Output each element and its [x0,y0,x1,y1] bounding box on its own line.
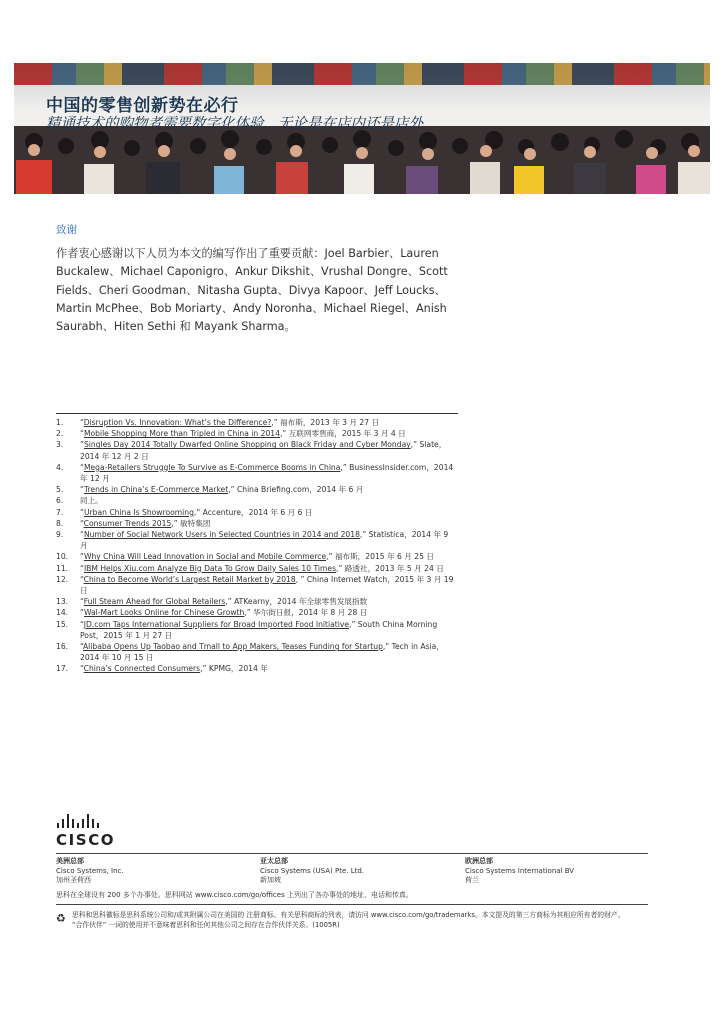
office-city: 加州圣荷西 [56,876,91,885]
reference-quote: “ [80,518,84,528]
reference-item [56,529,456,551]
reference-quote: “ [80,530,84,540]
reference-number: 5. [56,485,64,495]
reference-link[interactable]: Trends in China’s E-Commerce Market [83,485,229,495]
reference-link[interactable]: Number of Social Network Users in Selected Countries in 2014 and 2018 [83,530,360,540]
crowd-illustration [14,126,710,194]
office-company: Cisco Systems International BV [465,866,575,875]
page-title: 中国的零售创新势在必行 [46,96,239,116]
reference-source: ,” 福布斯，2013 年 3 月 27 日 [271,418,380,427]
reference-item [56,428,456,439]
reference-quote: “ [80,597,84,607]
footer-divider-bottom [56,904,648,905]
office-company: Cisco Systems (USA) Pte. Ltd. [260,866,365,875]
reference-source: ,” 华尔街日报，2014 年 8 月 28 日 [244,608,368,618]
reference-item [56,518,456,529]
reference-source: ,” BusinessInsider.com，2014 年 12 月 [80,462,454,484]
office-city: 荷兰 [465,876,479,885]
reference-source: ,” ATKearny，2014 年全球零售发展指数 [225,597,368,607]
office-asia-pacific [260,857,440,886]
references-divider [56,413,458,414]
reference-quote: “ [80,619,84,629]
partner-notice: “合作伙伴” 一词的使用并不意味着思科和任何其他公司之间存在合作伙伴关系。(1005R) [72,920,340,929]
reference-link[interactable]: China to Become World’s Largest Retail Market by 2018 [83,574,296,584]
reference-link[interactable]: Alibaba Opens Up Taobao and Tmall to App Makers, Teases Funding for Startup [82,642,383,652]
reference-source: ,” South China Morning Post，2015 年 1 月 27 日 [80,619,438,640]
reference-item [56,574,456,596]
reference-number: 7. [56,507,64,517]
reference-number: 12. [56,574,69,584]
reference-quote: “ [80,574,84,584]
reference-link[interactable]: Singles Day 2014 Totally Dwarfed Online Shopping on Black Friday and Cyber Monday [83,440,411,450]
reference-quote: “ [80,485,84,495]
reference-item [56,462,456,484]
reference-quote: “ [80,664,84,674]
reference-item [56,551,456,562]
reference-item [56,619,456,641]
cisco-bars-icon [56,814,116,828]
acknowledgements-heading: 致谢 [56,224,77,236]
page-subtitle: 精通技术的购物者需要数字化体验，无论是在店内还是店外 [46,116,423,132]
header-banner-photo [14,63,710,194]
office-heading: 亚太总部 [260,857,288,865]
reference-number: 2. [56,429,64,439]
reference-link[interactable]: IBM Helps Xiu.com Analyze Big Data To Grow Daily Sales 10 Times [83,563,337,573]
reference-number: 1. [56,418,64,427]
reference-number: 14. [56,608,69,618]
storefront-backdrop [14,63,710,85]
reference-source: , ” China Internet Watch，2015 年 3 月 19 日 [80,574,454,596]
reference-link[interactable]: Urban China Is Showrooming [83,507,194,517]
references-list [56,417,456,675]
reference-link[interactable]: Wal-Mart Looks Online for Chinese Growth [83,608,245,618]
reference-source: ,” Statistica，2014 年 9 月 [80,530,449,551]
reference-item [56,663,456,674]
reference-number: 13. [56,597,69,607]
cisco-wordmark: CISCO [56,831,116,849]
office-europe [465,857,645,886]
reference-number: 11. [56,563,69,573]
reference-item [56,641,456,663]
office-company: Cisco Systems, Inc. [56,866,124,875]
reference-source: 同上。 [80,496,103,506]
reference-quote: “ [80,563,84,573]
reference-source: ,” 互联网零售商，2015 年 3 月 4 日 [279,429,406,439]
reference-item [56,507,456,518]
reference-source: ,” KPMG，2014 年 [200,664,268,674]
reference-source: ,” Accenture，2014 年 6 月 6 日 [193,507,313,517]
reference-item [56,596,456,607]
office-city: 新加坡 [260,876,281,885]
reference-link[interactable]: JD.com Taps International Suppliers for Broad Imported Food Initiative [83,619,350,629]
reference-item [56,439,456,461]
office-heading: 美洲总部 [56,857,84,865]
reference-number: 8. [56,518,64,528]
reference-number: 9. [56,530,64,540]
reference-link[interactable]: Consumer Trends 2015 [83,518,172,528]
reference-link[interactable]: Mega-Retailers Struggle To Survive as E-Commerce Booms in China [83,462,341,472]
reference-item [56,484,456,495]
reference-source: ,” 敏特集团 [171,518,211,528]
legal-notice [72,911,662,930]
reference-number: 16. [56,642,69,652]
footer-divider-top [56,853,648,854]
reference-item [56,417,456,428]
reference-item [56,495,456,506]
reference-link[interactable]: Why China Will Lead Innovation in Social and Mobile Commerce [83,552,327,562]
reference-number: 17. [56,664,69,674]
recycle-icon: ♻ [56,912,66,925]
trademark-notice: 思科和思科徽标是思科系统公司和/或其附属公司在美国的 注册商标。有关思科商标的列表，请访问 www.cisco.com/go/trademarks。本文提及的第三方商标为其相应所有者的财产。 [72,911,625,919]
reference-quote: “ [80,608,84,618]
reference-quote: “ [80,418,84,427]
reference-number: 10. [56,552,69,562]
reference-link[interactable]: Full Steam Ahead for Global Retailers [83,597,226,607]
office-heading: 欧洲总部 [465,857,493,865]
reference-link[interactable]: China’s Connected Consumers [83,664,201,674]
acknowledgements-body: 作者衷心感谢以下人员为本文的编写作出了重要贡献：Joel Barbier、Lauren Buckalew、Michael Caponigro、Ankur Dikshit、Vrushal Dongre、Scott Fields、Cheri Goodman、Nitasha Gupta、Divya Kapoor、Jeff Loucks、Martin McPhee、Bob Moriarty、Andy Noronha、Michael Riegel、Anish Saurabh、Hiten Sethi 和 Mayank Sharma。 [56,247,448,334]
reference-number: 3. [56,440,64,450]
reference-quote: “ [80,462,84,472]
reference-source: ,” China Briefing.com，2014 年 6 月 [228,485,364,495]
reference-source: ,” Tech in Asia，2014 年 10 月 15 日 [80,642,444,663]
reference-number: 15. [56,619,69,629]
reference-quote: “ [80,642,83,652]
reference-item [56,563,456,574]
reference-quote: “ [80,429,84,439]
reference-number: 4. [56,462,64,472]
reference-quote: “ [80,552,84,562]
cisco-logo [56,814,116,848]
reference-source: ,” 路透社，2013 年 5 月 24 日 [336,563,444,573]
office-americas [56,857,236,886]
reference-item [56,607,456,618]
reference-number: 6. [56,496,64,506]
offices-note: 思科在全球设有 200 多个办事处。思科网站 www.cisco.com/go/offices 上列出了各办事处的地址、电话和传真。 [56,891,413,899]
reference-quote: “ [80,440,84,450]
reference-quote: “ [80,507,84,517]
reference-link[interactable]: Disruption Vs. Innovation: What’s the Difference? [83,418,272,427]
reference-source: ,” 福布斯，2015 年 6 月 25 日 [326,552,434,562]
reference-link[interactable]: Mobile Shopping More than Tripled in China in 2014 [83,429,280,439]
reference-source: ,” Slate，2014 年 12 月 2 日 [80,440,447,461]
